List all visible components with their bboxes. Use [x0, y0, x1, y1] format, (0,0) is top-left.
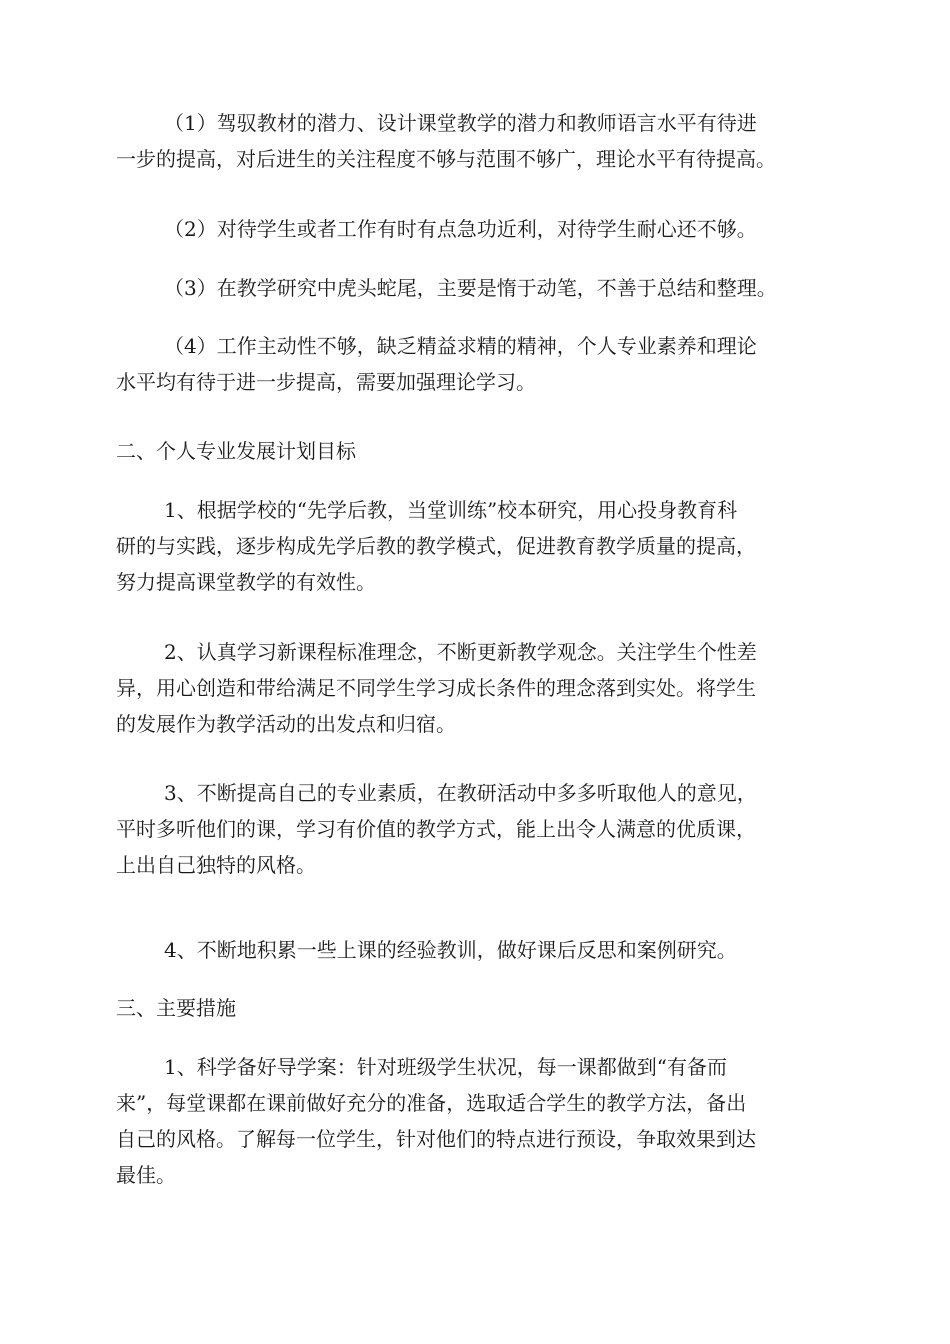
paragraph-weakness-2: [116, 211, 836, 247]
paragraph-goal-1: [116, 492, 836, 600]
text-line: （3）在教学研究中虎头蛇尾，主要是惰于动笔，不善于总结和整理。: [164, 276, 777, 300]
paragraph-weakness-3: [116, 270, 836, 306]
text-line: 平时多听他们的课，学习有价值的教学方式，能上出令人满意的优质课，: [116, 817, 756, 841]
paragraph-weakness-4: [116, 328, 836, 400]
section-heading: 二、个人专业发展计划目标: [116, 439, 356, 463]
text-line: 自己的风格。了解每一位学生，针对他们的特点进行预设，争取效果到达: [116, 1127, 756, 1151]
paragraph-goal-4: [116, 932, 836, 968]
text-line: 1、根据学校的“先学后教，当堂训练”校本研究，用心投身教育科: [164, 498, 738, 522]
paragraph-goal-2: [116, 634, 836, 742]
paragraph-measure-1: [116, 1049, 836, 1193]
text-line: （4）工作主动性不够，缺乏精益求精的精神，个人专业素养和理论: [164, 334, 757, 358]
section-heading-measures: [116, 990, 836, 1026]
text-line: 4、不断地积累一些上课的经验教训，做好课后反思和案例研究。: [164, 938, 737, 962]
section-heading-goals: [116, 433, 836, 469]
text-line: 最佳。: [116, 1163, 176, 1187]
text-line: 2、认真学习新课程标准理念，不断更新教学观念。关注学生个性差: [164, 640, 757, 664]
text-line: 1、科学备好导学案：针对班级学生状况，每一课都做到“有备而: [164, 1055, 727, 1079]
text-line: 一步的提高，对后进生的关注程度不够与范围不够广，理论水平有待提高。: [116, 147, 776, 171]
text-line: 的发展作为教学活动的出发点和归宿。: [116, 712, 456, 736]
text-line: （2）对待学生或者工作有时有点急功近利，对待学生耐心还不够。: [164, 217, 757, 241]
text-line: 3、不断提高自己的专业素质，在教研活动中多多听取他人的意见，: [164, 781, 757, 805]
text-line: （1）驾驭教材的潜力、设计课堂教学的潜力和教师语言水平有待进: [164, 111, 757, 135]
text-line: 水平均有待于进一步提高，需要加强理论学习。: [116, 370, 536, 394]
section-heading: 三、主要措施: [116, 996, 236, 1020]
text-line: 来”，每堂课都在课前做好充分的准备，选取适合学生的教学方法，备出: [116, 1091, 747, 1115]
paragraph-weakness-1: [116, 105, 836, 177]
text-line: 努力提高课堂教学的有效性。: [116, 570, 376, 594]
text-line: 上出自己独特的风格。: [116, 853, 316, 877]
text-line: 异，用心创造和带给满足不同学生学习成长条件的理念落到实处。将学生: [116, 676, 756, 700]
paragraph-goal-3: [116, 775, 836, 883]
text-line: 研的与实践，逐步构成先学后教的教学模式，促进教育教学质量的提高，: [116, 534, 756, 558]
